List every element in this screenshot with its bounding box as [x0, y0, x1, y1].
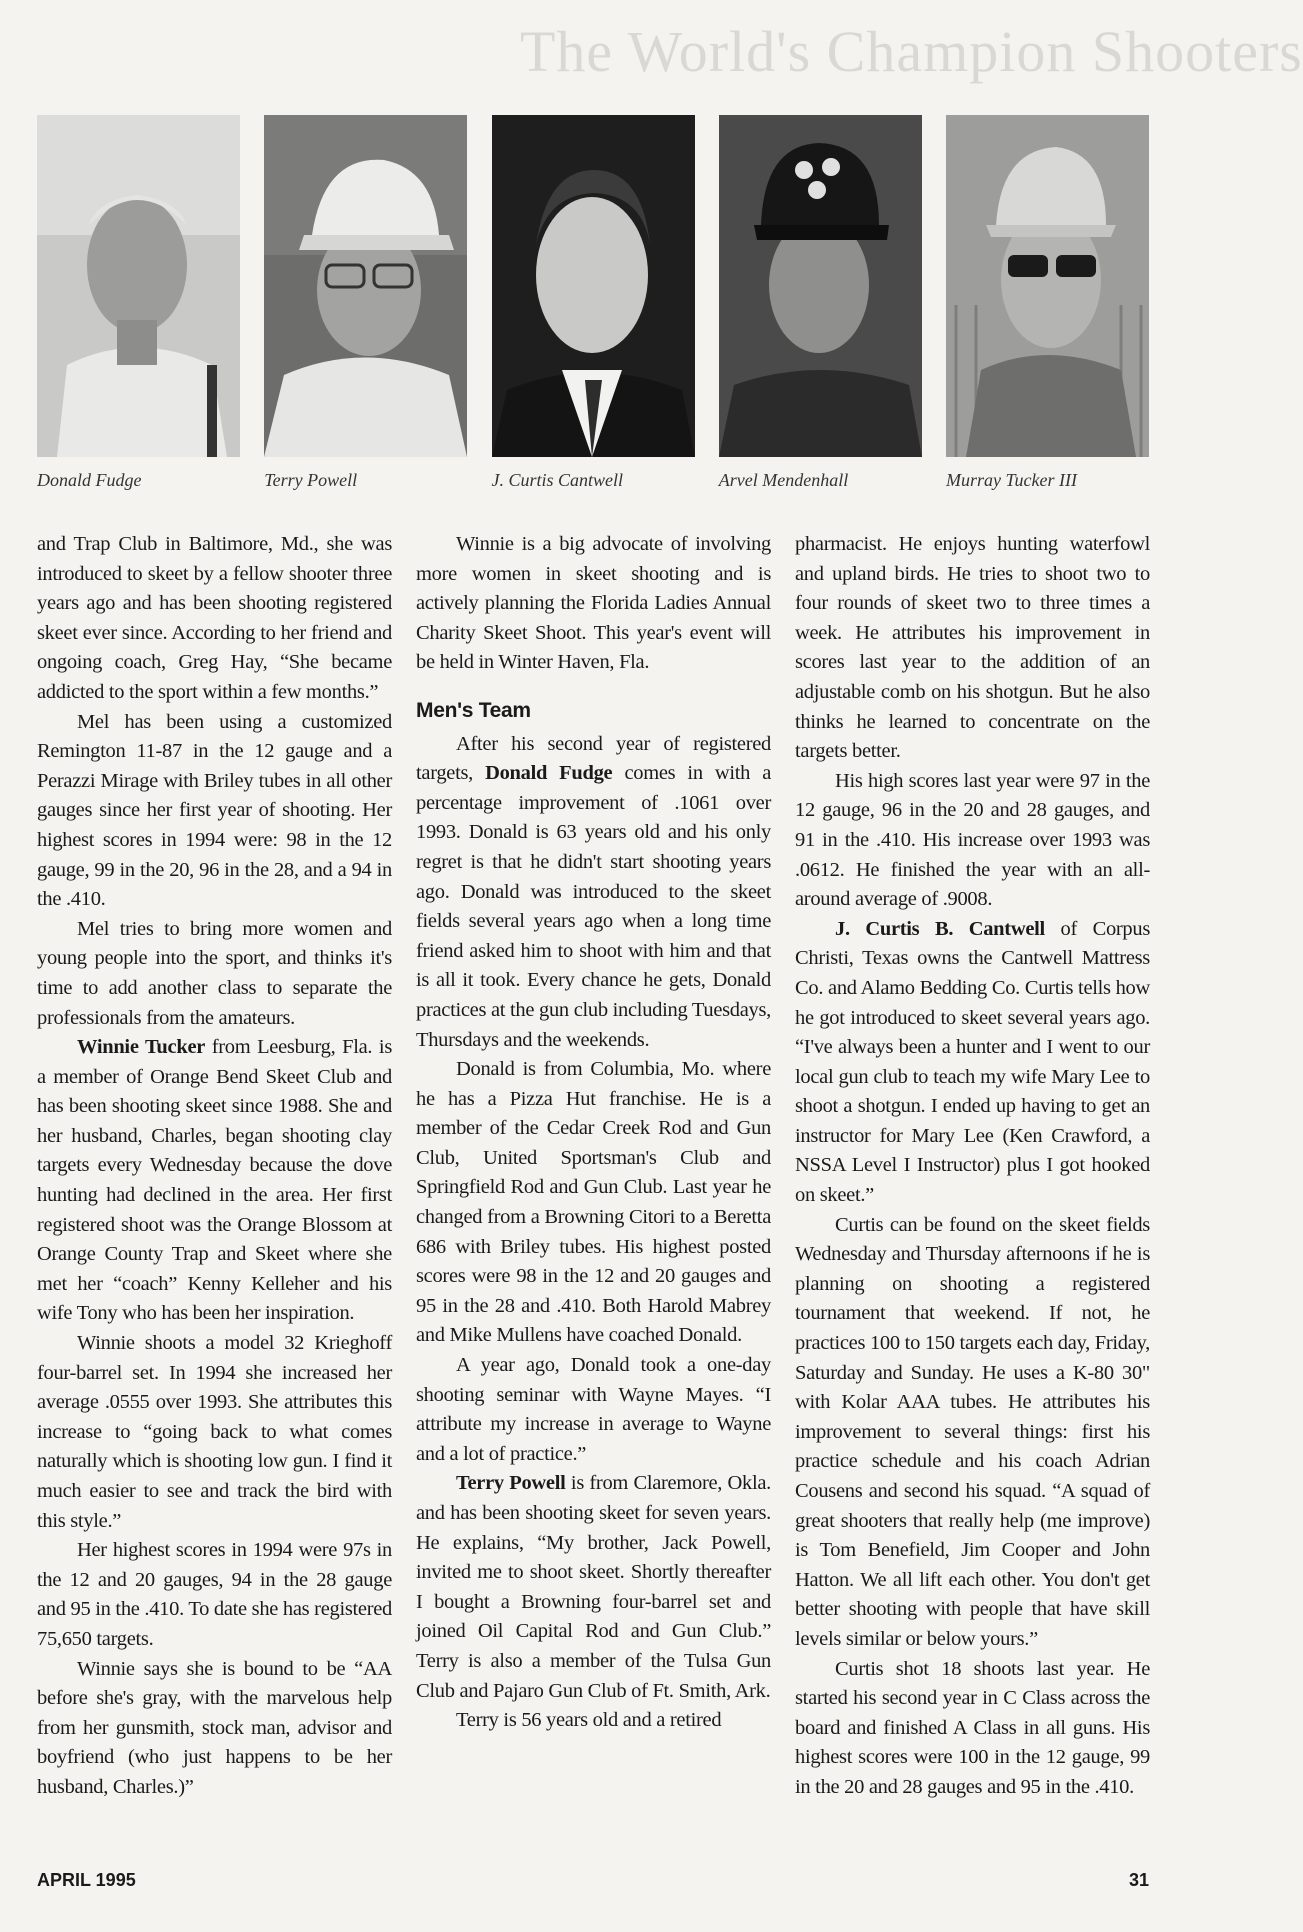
paragraph: Winnie Tucker from Leesburg, Fla. is a member of Orange Bend Skeet Club and has been shooting skeet since 1988. She and her husband, Charles, began shooting clay targets every Wednesday because the dove hunting had declined in the area. Her first registered shoot was the Orange Blossom at Orange County Trap and Skeet where she met her “coach” Kenny Kelleher and his wife Tony who has been her inspiration. [37, 1036, 392, 1325]
caption: Donald Fudge [37, 470, 142, 490]
paragraph: Donald is from Columbia, Mo. where he has a Pizza Hut franchise. He is a member of the Cedar Creek Rod and Gun Club, United Sportsman's Club and Springfield Rod and Gun Club. Last year he changed from a Browning Citori to a Beretta 686 with Briley tubes. His highest posted scores were 98 in the 12 and 20 gauges and 95 in the 28 and .410. Both Harold Mabrey and Mike Mullens have coached Donald. [416, 1058, 771, 1347]
portrait-terry-powell [264, 115, 467, 457]
caption: Murray Tucker III [946, 470, 1077, 490]
paragraph: Terry Powell is from Claremore, Okla. and has been shooting skeet for seven years. He explains, “My brother, Jack Powell, invited me to shoot skeet. Shortly thereafter I bought a Browning four-barrel set and joined Oil Capital Rod and Gun Club.” Terry is also a member of the Tulsa Gun Club and Pajaro Gun Club of Ft. Smith, Ark. [416, 1472, 771, 1702]
background-title: The World's Champion Shooters [520, 19, 1303, 84]
page-number: 31 [1128, 1870, 1149, 1890]
person-name: Winnie Tucker [77, 1036, 206, 1059]
caption: Arvel Mendenhall [718, 470, 849, 490]
paragraph: and Trap Club in Baltimore, Md., she was introduced to skeet by a fellow shooter three years ago and has been shooting registered skeet ever since. According to her friend and ongoing coach, Greg Hay, “She became addicted to the sport within a few months.” [37, 533, 392, 703]
caption: J. Curtis Cantwell [491, 470, 624, 490]
paragraph: pharmacist. He enjoys hunting waterfowl and upland birds. He tries to shoot two to four rounds of skeet two to three times a week. He attributes his improvement in scores last year to the addition of an adjustable comb on his shotgun. But he also thinks he learned to concentrate on the targets better. [795, 533, 1150, 763]
paragraph: After his second year of registered targets, Donald Fudge comes in with a percentage improvement of .1061 over 1993. Donald is 63 years old and his only regret is that he didn't start shooting years ago. Donald was introduced to the skeet fields several years ago when a long time friend asked him to shoot with him and that is all it took. Every chance he gets, Donald practices at the gun club including Tuesdays, Thursdays and the weekends. [416, 732, 771, 1051]
paragraph: Her highest scores in 1994 were 97s in the 12 and 20 gauges, 94 in the 28 gauge and 95 in the .410. To date she has registered 75,650 targets. [37, 1539, 393, 1650]
portrait-j-curtis-cantwell [492, 115, 695, 457]
person-name: Terry Powell [456, 1472, 566, 1495]
paragraph: Curtis can be found on the skeet fields Wednesday and Thursday afternoons if he is planning on shooting a registered tournament that weekend. If not, he practices 100 to 150 targets each day, Friday, Saturday and Sunday. He uses a K-80 30" with Kolar AAA tubes. He attributes his improvement to several things: first his practice schedule and his coach Adrian Cousens and second his squad. “A squad of great shooters that really help (me improve) is Tom Benefield, Jim Cooper and John Hatton. We all lift each other. You don't get better shooting with people that have skill levels similar or below yours.” [795, 1213, 1150, 1650]
paragraph: Winnie says she is bound to be “AA before she's gray, with the marvelous help from her gunsmith, stock man, advisor and boyfriend (who just happens to be her husband, Charles.)” [37, 1657, 392, 1798]
page-footer [37, 1870, 1149, 1891]
paragraph: Curtis shot 18 shoots last year. He started his second year in C Class across the board and finished A Class in all guns. His highest scores were 100 in the 12 gauge, 99 in the 20 and 28 gauges and 95 in the .410. [795, 1657, 1150, 1798]
paragraph: Winnie shoots a model 32 Krieghoff four-barrel set. In 1994 she increased her average .0555 over 1993. She attributes this increase to “going back to what comes naturally which is shooting low gun. I find it much easier to see and track the bird with this style.” [37, 1332, 392, 1532]
article-column-1 [37, 530, 392, 1803]
photo-captions [37, 470, 1149, 491]
portrait-arvel-mendenhall [719, 115, 922, 457]
issue-date: APRIL 1995 [37, 1870, 136, 1890]
section-heading: Men's Team [416, 698, 531, 722]
article-column-3 [795, 530, 1150, 1803]
person-name: J. Curtis B. Cantwell [835, 917, 1045, 940]
article-column-2 [416, 530, 771, 1736]
caption: Terry Powell [264, 470, 358, 490]
paragraph: Mel tries to bring more women and young people into the sport, and thinks it's time to add another class to separate the professionals from the amateurs. [37, 917, 392, 1029]
portrait-murray-tucker-iii [946, 115, 1149, 457]
paragraph: Mel has been using a customized Remington 11-87 in the 12 gauge and a Perazzi Mirage with Briley tubes in all other gauges since her first year of shooting. Her highest scores in 1994 were: 98 in the 12 gauge, 99 in the 20, 96 in the 28, and a 94 in the .410. [37, 710, 392, 911]
person-name: Donald Fudge [485, 762, 613, 785]
paragraph: Winnie is a big advocate of involving more women in skeet shooting and is actively planning the Florida Ladies Annual Charity Skeet Shoot. This year's event will be held in Winter Haven, Fla. [416, 533, 771, 674]
paragraph: A year ago, Donald took a one-day shooting seminar with Wayne Mayes. “I attribute my increase in average to Wayne and a lot of practice.” [416, 1354, 771, 1465]
photo-strip [37, 115, 1149, 460]
paragraph: Terry is 56 years old and a retired [456, 1709, 722, 1732]
paragraph: His high scores last year were 97 in the 12 gauge, 96 in the 20 and 28 gauges, and 91 in the .410. His increase over 1993 was .0612. He finished the year with an all-around average of .9008. [795, 769, 1150, 911]
portrait-donald-fudge [37, 115, 240, 457]
paragraph: J. Curtis B. Cantwell of Corpus Christi, Texas owns the Cantwell Mattress Co. and Alamo Bedding Co. Curtis tells how he got introduced to skeet several years ago. “I've always been a hunter and I went to our local gun club to teach my wife Mary Lee to shoot a shotgun. I ended up having to get an instructor for Mary Lee (Ken Crawford, a NSSA Level I Instructor) plus I got hooked on skeet.” [795, 917, 1150, 1207]
